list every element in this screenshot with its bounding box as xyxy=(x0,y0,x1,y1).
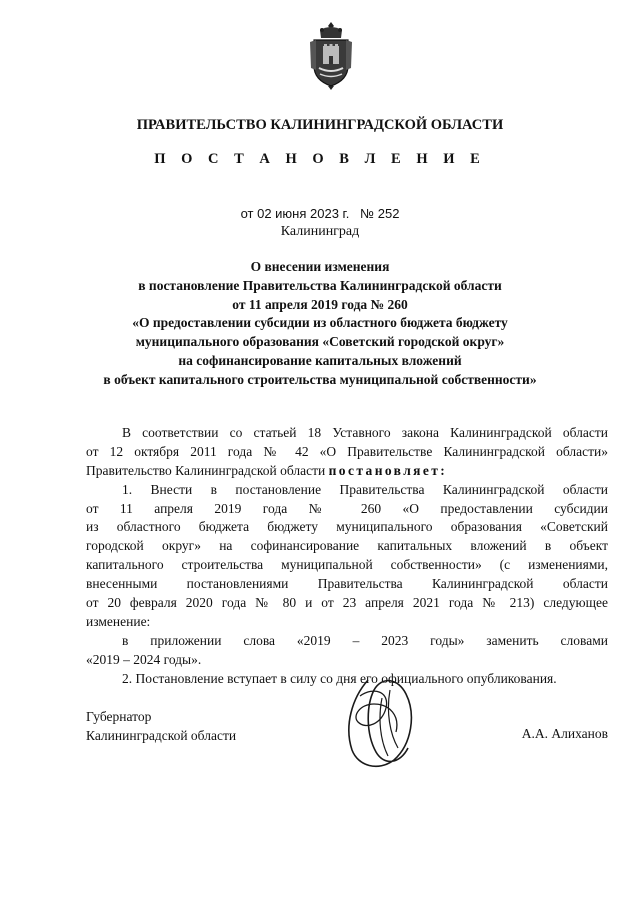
coat-of-arms-icon xyxy=(308,20,354,90)
body-line xyxy=(86,462,608,481)
body-text-segment: Правительство Калининградской области xyxy=(86,462,326,478)
body-line: внесенными постановлениями Правительства Калининградской области xyxy=(86,576,608,592)
body-line: изменение: xyxy=(86,613,151,629)
title-line: от 11 апреля 2019 года № 260 xyxy=(232,296,408,312)
body-line: из областного бюджета бюджету муниципального образования «Советский xyxy=(86,519,608,535)
number-prefix: № xyxy=(360,206,375,221)
title-line: «О предоставлении субсидии из областного бюджета бюджету xyxy=(132,315,508,331)
document-type: П О С Т А Н О В Л Е Н И Е xyxy=(154,151,486,167)
signer-position xyxy=(86,707,236,745)
body-line: от 11 апреля 2019 года № 260 «О предоставлении субсидии xyxy=(86,500,608,516)
body-line: «2019 – 2024 годы». xyxy=(86,651,202,667)
signer-position-line: Калининградской области xyxy=(86,728,237,743)
body-line: 2. Постановление вступает в силу со дня его официального опубликования. xyxy=(122,670,557,686)
body-line: 1. Внести в постановление Правительства Калининградской области xyxy=(122,481,608,497)
document-title xyxy=(0,258,640,390)
resolution-keyword: постановляет: xyxy=(328,462,448,478)
title-line: муниципального образования «Советский городской округ» xyxy=(135,334,505,350)
body-line: от 12 октября 2011 года № 42 «О Правительстве Калининградской области» xyxy=(86,443,608,459)
title-line: в постановление Правительства Калининградской области xyxy=(138,277,502,293)
government-name: ПРАВИТЕЛЬСТВО КАЛИНИНГРАДСКОЙ ОБЛАСТИ xyxy=(136,117,504,133)
date-prefix: от xyxy=(240,206,254,221)
signer-name: А.А. Алиханов xyxy=(521,726,608,741)
body-line: городской округ» на софинансирование капитальных вложений в объект xyxy=(86,538,608,554)
title-line: в объект капитального строительства муниципальной собственности» xyxy=(103,371,537,387)
handwritten-signature xyxy=(330,668,430,778)
signer-position-line: Губернатор xyxy=(86,709,152,724)
date-number-line xyxy=(0,206,640,221)
body-line: капитального строительства муниципальной собственности» (с изменениями, xyxy=(86,557,608,573)
document-date: 02 июня 2023 г. xyxy=(257,206,350,221)
body-line: В соответствии со статьей 18 Уставного закона Калининградской области xyxy=(122,425,608,440)
title-line: О внесении изменения xyxy=(250,259,390,274)
body-line: от 20 февраля 2020 года № 80 и от 23 апреля 2021 года № 213) следующее xyxy=(86,595,608,611)
city: Калининград xyxy=(280,224,360,239)
title-line: на софинансирование капитальных вложений xyxy=(178,352,462,368)
document-number: 252 xyxy=(377,206,400,221)
body-line: в приложении слова «2019 – 2023 годы» заменить словами xyxy=(122,632,608,648)
document-body xyxy=(86,424,608,688)
